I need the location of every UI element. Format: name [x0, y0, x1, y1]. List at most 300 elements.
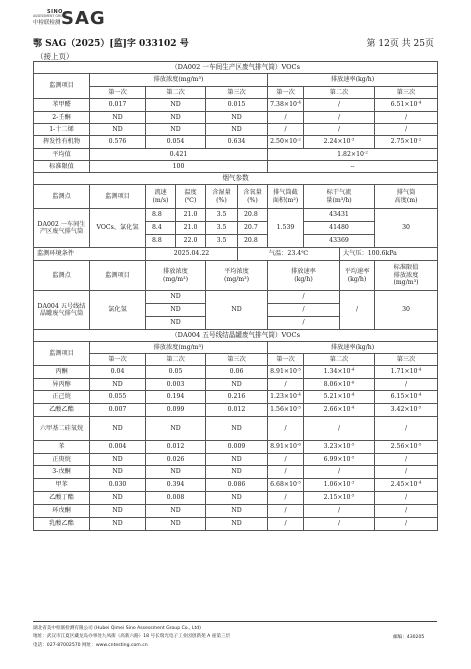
conc-2: ND [170, 520, 181, 528]
conc-cell [90, 404, 146, 417]
conc-cell [146, 505, 206, 518]
t2-h-hum: 含湿量 (%) [206, 185, 238, 209]
row-name-cell [34, 492, 90, 505]
rate-cell [304, 366, 375, 379]
t3-rate-1: / [268, 291, 340, 304]
rate-cell [268, 417, 304, 441]
rate-value: / [337, 468, 341, 476]
t1-title-row [34, 62, 438, 74]
t1-col-conc: 排放浓度(mg/m³) [90, 74, 268, 87]
conc-cell [146, 404, 206, 417]
t3-h-rate: 排放速率 (kg/h) [268, 261, 340, 291]
t1-avg-rate-exp: -2 [364, 149, 368, 155]
results-table [33, 61, 438, 531]
t1-c-n1: 第一次 [90, 87, 146, 99]
t2-hum-3: 3.5 [206, 235, 238, 248]
table-row [34, 466, 438, 479]
rate-cell [268, 454, 304, 466]
rate-exponent: -2 [296, 136, 301, 142]
conc-3: ND [231, 380, 242, 388]
rate-exponent: -5 [350, 492, 355, 498]
footer-company: 湖北省美中检联检测有限公司 (Hubei Qimei Sino Assessment Group Co., Ltd) [33, 626, 201, 631]
t1-subheader-row [34, 87, 438, 99]
rate-value: / [284, 113, 287, 121]
rate-cell [268, 404, 304, 417]
t2-h-point: 监测点 [34, 185, 90, 209]
rate-value: / [337, 424, 341, 432]
t2-h-area: 排气筒截 面积(m²) [268, 185, 304, 209]
t1-avg-rate [268, 149, 438, 161]
conc-2: 0.05 [168, 368, 183, 376]
t3-point: DA004 五号线结晶罐废气排气筒 [34, 291, 90, 330]
t3-rate-2: / [268, 304, 340, 317]
t2-dry-3: 43369 [304, 235, 375, 248]
conc-1: ND [112, 468, 123, 476]
conc-cell [146, 366, 206, 379]
row-name-cell [34, 112, 90, 124]
t3-h-avg: 平均浓度 (mg/m³) [206, 261, 268, 291]
table-row [34, 379, 438, 391]
row-name-cell [34, 466, 90, 479]
rate-value: / [404, 455, 408, 463]
conc-2: 0.054 [166, 138, 185, 146]
t4-r-n1: 第一次 [268, 354, 304, 366]
table-row [34, 366, 438, 379]
conc-2: ND [170, 101, 181, 109]
rate-cell [304, 112, 375, 124]
rate-cell [304, 479, 375, 492]
env-row [34, 248, 438, 261]
rate-value: / [337, 520, 341, 528]
t1-avg-label: 平均值 [34, 149, 90, 161]
rate-exponent: -6 [350, 379, 355, 385]
t3-conc-3: ND [146, 317, 206, 330]
table-row [34, 404, 438, 417]
rate-cell [375, 505, 438, 518]
rate-cell [268, 391, 304, 404]
rate-exponent: -3 [350, 479, 355, 485]
conc-1: ND [112, 507, 123, 515]
rate-exponent: -3 [350, 136, 355, 142]
rate-value: / [284, 468, 287, 476]
t3-h-avgrate: 平均速率 (kg/h) [340, 261, 375, 291]
conc-cell [206, 492, 268, 505]
conc-cell [206, 136, 268, 149]
conc-cell [146, 124, 206, 136]
document-number: 鄂 SAG（2025）[监]字 033102 号 [33, 39, 189, 49]
t2-dry-1: 43431 [304, 209, 375, 222]
table-row [34, 492, 438, 505]
rate-cell [375, 112, 438, 124]
t1-r-n2: 第二次 [304, 87, 375, 99]
rate-cell [304, 505, 375, 518]
t3-row-1 [34, 291, 438, 304]
t1-std-conc: 100 [90, 161, 268, 173]
rate-value: / [284, 455, 287, 463]
t3-h-conc: 排放浓度 (mg/m³) [146, 261, 206, 291]
conc-1: ND [112, 125, 123, 133]
table-row [34, 479, 438, 492]
conc-2: 0.194 [166, 393, 185, 401]
conc-cell [90, 479, 146, 492]
rate-exponent: -6 [296, 441, 301, 447]
t2-h-item: 监测项目 [90, 185, 146, 209]
row-name-cell [34, 505, 90, 518]
rate-exponent: -4 [350, 391, 355, 397]
rate-exponent: -5 [350, 441, 355, 447]
t2-temp-2: 21.0 [176, 222, 206, 235]
conc-3: 0.634 [227, 138, 246, 146]
t2-h-temp: 温度 (℃) [176, 185, 206, 209]
footer-contact: 电话：027-87002570 网址：www.cntesting.com.cn [33, 642, 148, 648]
conc-3: 0.015 [227, 101, 246, 109]
conc-2: ND [170, 125, 181, 133]
rate-cell [304, 391, 375, 404]
rate-cell [268, 466, 304, 479]
t1-c-n3: 第三次 [206, 87, 268, 99]
rate-cell [375, 366, 438, 379]
conc-cell [90, 366, 146, 379]
rate-value: / [284, 494, 287, 502]
rate-value: / [404, 468, 408, 476]
env-date: 2025.04.22 [146, 248, 238, 261]
conc-2: ND [170, 507, 181, 515]
conc-3: ND [231, 468, 242, 476]
conc-1: 0.004 [108, 443, 127, 451]
conc-cell [146, 479, 206, 492]
conc-cell [206, 379, 268, 391]
page-footer [33, 621, 437, 650]
rate-cell [375, 391, 438, 404]
rate-cell [375, 479, 438, 492]
conc-1: 0.576 [108, 138, 127, 146]
page-number: 第 12页 共 25页 [366, 39, 434, 49]
conc-cell [146, 391, 206, 404]
rate-cell [268, 479, 304, 492]
logo-sag-text: SAG [61, 8, 106, 29]
rate-exponent: -5 [296, 404, 301, 410]
t2-dry-2: 41480 [304, 222, 375, 235]
row-name-cell [34, 391, 90, 404]
conc-3: 0.009 [227, 443, 246, 451]
conc-cell [146, 99, 206, 112]
table-row [34, 518, 438, 531]
t1-avg-conc: 0.421 [90, 149, 268, 161]
t4-title-row [34, 330, 438, 342]
conc-cell [206, 404, 268, 417]
conc-cell [206, 505, 268, 518]
rate-cell [268, 366, 304, 379]
footer-zip: 邮编：430205 [393, 634, 425, 640]
rate-cell [375, 124, 438, 136]
rate-value: / [284, 507, 287, 515]
rate-cell [304, 466, 375, 479]
t1-header-row [34, 74, 438, 87]
rate-value: / [404, 380, 408, 388]
t1-r-n1: 第一次 [268, 87, 304, 99]
conc-3: 0.086 [227, 481, 246, 489]
rate-exponent: -4 [350, 366, 355, 372]
t1-col-item: 监测项目 [34, 74, 90, 99]
row-name: 正庚烷 [52, 455, 71, 463]
t4-subheader-row [34, 354, 438, 366]
conc-cell [206, 366, 268, 379]
row-name: 乙酸乙酯 [49, 406, 74, 414]
conc-cell [206, 479, 268, 492]
row-name-cell [34, 366, 90, 379]
row-name: 2-壬酮 [52, 113, 71, 121]
rate-cell [304, 379, 375, 391]
rate-cell [268, 136, 304, 149]
t4-title: （DA004 五号线结晶罐废气排气筒）VOCs [34, 330, 438, 342]
continued-label: （接上页） [36, 52, 74, 61]
rate-value: 2.66×10 [323, 406, 351, 414]
rate-cell [304, 417, 375, 441]
t3-h-std: 标准限值 排放浓度 (mg/m³) [375, 261, 438, 291]
conc-cell [90, 112, 146, 124]
conc-3: ND [231, 424, 242, 432]
rate-cell [268, 112, 304, 124]
rate-value: / [404, 520, 408, 528]
t2-h-dry: 标干气流 量(m³/h) [304, 185, 375, 209]
rate-value: 2.45×10 [390, 481, 418, 489]
row-name-cell [34, 99, 90, 112]
conc-3: ND [231, 125, 242, 133]
rate-exponent: -5 [350, 454, 355, 460]
company-logo [33, 9, 123, 37]
t2-flow-3: 8.8 [146, 235, 176, 248]
t2-temp-1: 21.0 [176, 209, 206, 222]
t2-flow-1: 8.8 [146, 209, 176, 222]
rate-value: 2.24×10 [323, 138, 351, 146]
conc-3: ND [231, 455, 242, 463]
conc-cell [90, 441, 146, 454]
rate-cell [268, 518, 304, 531]
conc-1: 0.007 [108, 406, 127, 414]
rate-exponent: -5 [417, 404, 422, 410]
rate-cell [304, 441, 375, 454]
table-row [34, 136, 438, 149]
t1-r-n3: 第三次 [375, 87, 438, 99]
row-name-cell [34, 479, 90, 492]
conc-cell [146, 492, 206, 505]
t2-h-flow: 流速 (m/s) [146, 185, 176, 209]
row-name-cell [34, 454, 90, 466]
row-name-cell [34, 404, 90, 417]
t1-title: （DA002 一车间生产区废气排气筒）VOCs [34, 62, 438, 74]
conc-3: 0.216 [227, 393, 246, 401]
conc-2: ND [170, 113, 181, 121]
rate-value: / [337, 113, 341, 121]
rate-cell [304, 124, 375, 136]
rate-cell [304, 136, 375, 149]
conc-cell [206, 124, 268, 136]
rate-cell [268, 505, 304, 518]
t3-conc-1: ND [146, 291, 206, 304]
table-row [34, 391, 438, 404]
rate-cell [375, 518, 438, 531]
conc-cell [146, 379, 206, 391]
conc-cell [90, 136, 146, 149]
row-name: 苯 [58, 443, 65, 451]
conc-3: ND [231, 494, 242, 502]
t2-o2-2: 20.7 [238, 222, 268, 235]
t2-h-height: 排气筒 高度(m) [375, 185, 438, 209]
conc-cell [206, 99, 268, 112]
rate-exponent: -2 [417, 136, 422, 142]
table-row [34, 417, 438, 441]
table-row [34, 441, 438, 454]
rate-cell [375, 136, 438, 149]
rate-value: 6.68×10 [270, 481, 297, 489]
rate-value: 2.15×10 [323, 494, 351, 502]
row-name: 正己烷 [52, 393, 71, 401]
conc-1: 0.04 [110, 368, 125, 376]
conc-cell [90, 391, 146, 404]
t3-header-row [34, 261, 438, 291]
rate-cell [268, 124, 304, 136]
conc-cell [206, 518, 268, 531]
t3-avgrate: / [340, 291, 375, 330]
t1-c-n2: 第二次 [146, 87, 206, 99]
conc-2: 0.099 [166, 406, 185, 414]
conc-2: ND [170, 424, 181, 432]
rate-exponent: -5 [417, 441, 422, 447]
footer-address: 地址：武汉市江夏区藏龙岛办事处九凤街（高新六路）18 号长瑞光电子工业园创新苑 A 座第三层 [33, 634, 231, 640]
t4-col-item: 监测项目 [34, 342, 90, 366]
rate-value: 8.06×10 [323, 380, 351, 388]
conc-cell [206, 391, 268, 404]
rate-cell [375, 441, 438, 454]
conc-3: ND [231, 520, 242, 528]
rate-value: / [337, 125, 341, 133]
t4-c-n3: 第三次 [206, 354, 268, 366]
rate-value: 6.51×10 [390, 101, 418, 109]
rate-cell [268, 379, 304, 391]
rate-value: / [337, 507, 341, 515]
conc-cell [90, 379, 146, 391]
rate-value: 6.15×10 [390, 393, 418, 401]
t3-conc-2: ND [146, 304, 206, 317]
conc-3: ND [231, 507, 242, 515]
rate-exponent: -4 [417, 391, 422, 397]
t4-r-n3: 第三次 [375, 354, 438, 366]
t2-hum-1: 3.5 [206, 209, 238, 222]
conc-2: 0.394 [166, 481, 185, 489]
rate-cell [268, 99, 304, 112]
conc-1: ND [112, 380, 123, 388]
t2-h-o2: 含氧量 (%) [238, 185, 268, 209]
rate-value: / [404, 424, 408, 432]
conc-1: ND [112, 424, 123, 432]
t1-avg-rate-base: 1.82×10 [337, 150, 364, 158]
row-name: 挥发性有机物 [42, 138, 81, 146]
rate-exponent: -4 [417, 366, 422, 372]
rate-cell [304, 454, 375, 466]
row-name: 异丙醇 [52, 380, 71, 388]
rate-exponent: -4 [417, 479, 422, 485]
rate-cell [375, 417, 438, 441]
row-name: 甲苯 [55, 481, 68, 489]
rate-value: / [284, 520, 287, 528]
rate-value: 7.38×10 [270, 101, 297, 109]
rate-exponent: -5 [296, 479, 301, 485]
t2-height: 30 [375, 209, 438, 248]
rate-cell [375, 492, 438, 505]
logo-sino-text: SINO [47, 9, 63, 15]
row-name-cell [34, 136, 90, 149]
t2-item: VOCs、氯化氢 [90, 209, 146, 248]
rate-exponent: -4 [417, 99, 422, 105]
rate-cell [375, 454, 438, 466]
rate-exponent: -5 [296, 366, 301, 372]
row-name: 苯甲醛 [52, 101, 71, 109]
t4-header-row [34, 342, 438, 354]
t3-avg: ND [206, 291, 268, 330]
rate-value: / [404, 113, 408, 121]
t2-title: 烟气参数 [34, 173, 438, 185]
rate-value: / [284, 380, 287, 388]
t4-c-n1: 第一次 [90, 354, 146, 366]
rate-cell [375, 379, 438, 391]
conc-2: ND [170, 468, 181, 476]
rate-value: / [404, 507, 408, 515]
row-name: 环戊酮 [52, 507, 71, 515]
rate-cell [268, 492, 304, 505]
t4-r-n2: 第二次 [304, 354, 375, 366]
t2-hum-2: 3.5 [206, 222, 238, 235]
row-name-cell [34, 124, 90, 136]
logo-chinese-text: 中检联检测 [33, 20, 61, 26]
t4-c-n2: 第二次 [146, 354, 206, 366]
conc-3: 0.012 [227, 406, 246, 414]
rate-value: / [337, 101, 341, 109]
conc-cell [206, 454, 268, 466]
row-name: 1-十二烯 [49, 125, 74, 133]
conc-2: 0.008 [166, 494, 185, 502]
t3-rate-3: / [268, 317, 340, 330]
conc-cell [206, 466, 268, 479]
env-pressure: 大气压：100.6kPa [340, 248, 438, 261]
row-name-cell [34, 417, 90, 441]
table-row [34, 99, 438, 112]
conc-1: ND [112, 113, 123, 121]
table-row [34, 112, 438, 124]
row-name: 乳酸乙酯 [49, 520, 74, 528]
rate-cell [304, 518, 375, 531]
t4-col-conc: 排放浓度(mg/m³) [90, 342, 268, 354]
conc-1: ND [112, 455, 123, 463]
conc-cell [206, 441, 268, 454]
table-row [34, 124, 438, 136]
row-name: 丙酮 [55, 368, 68, 376]
conc-cell [90, 454, 146, 466]
conc-3: 0.06 [229, 368, 244, 376]
t3-h-item: 监测项目 [90, 261, 146, 291]
row-name: 乙酸丁酯 [49, 494, 74, 502]
rate-value: 8.91×10 [270, 443, 297, 451]
rate-value: / [404, 125, 408, 133]
conc-cell [146, 466, 206, 479]
rate-value: 5.21×10 [323, 393, 351, 401]
rate-value: 1.06×10 [323, 481, 351, 489]
t3-std: 30 [375, 291, 438, 330]
conc-cell [146, 441, 206, 454]
row-name-cell [34, 441, 90, 454]
conc-cell [90, 124, 146, 136]
env-temp: 气温：23.4℃ [238, 248, 340, 261]
rate-value: / [284, 125, 287, 133]
